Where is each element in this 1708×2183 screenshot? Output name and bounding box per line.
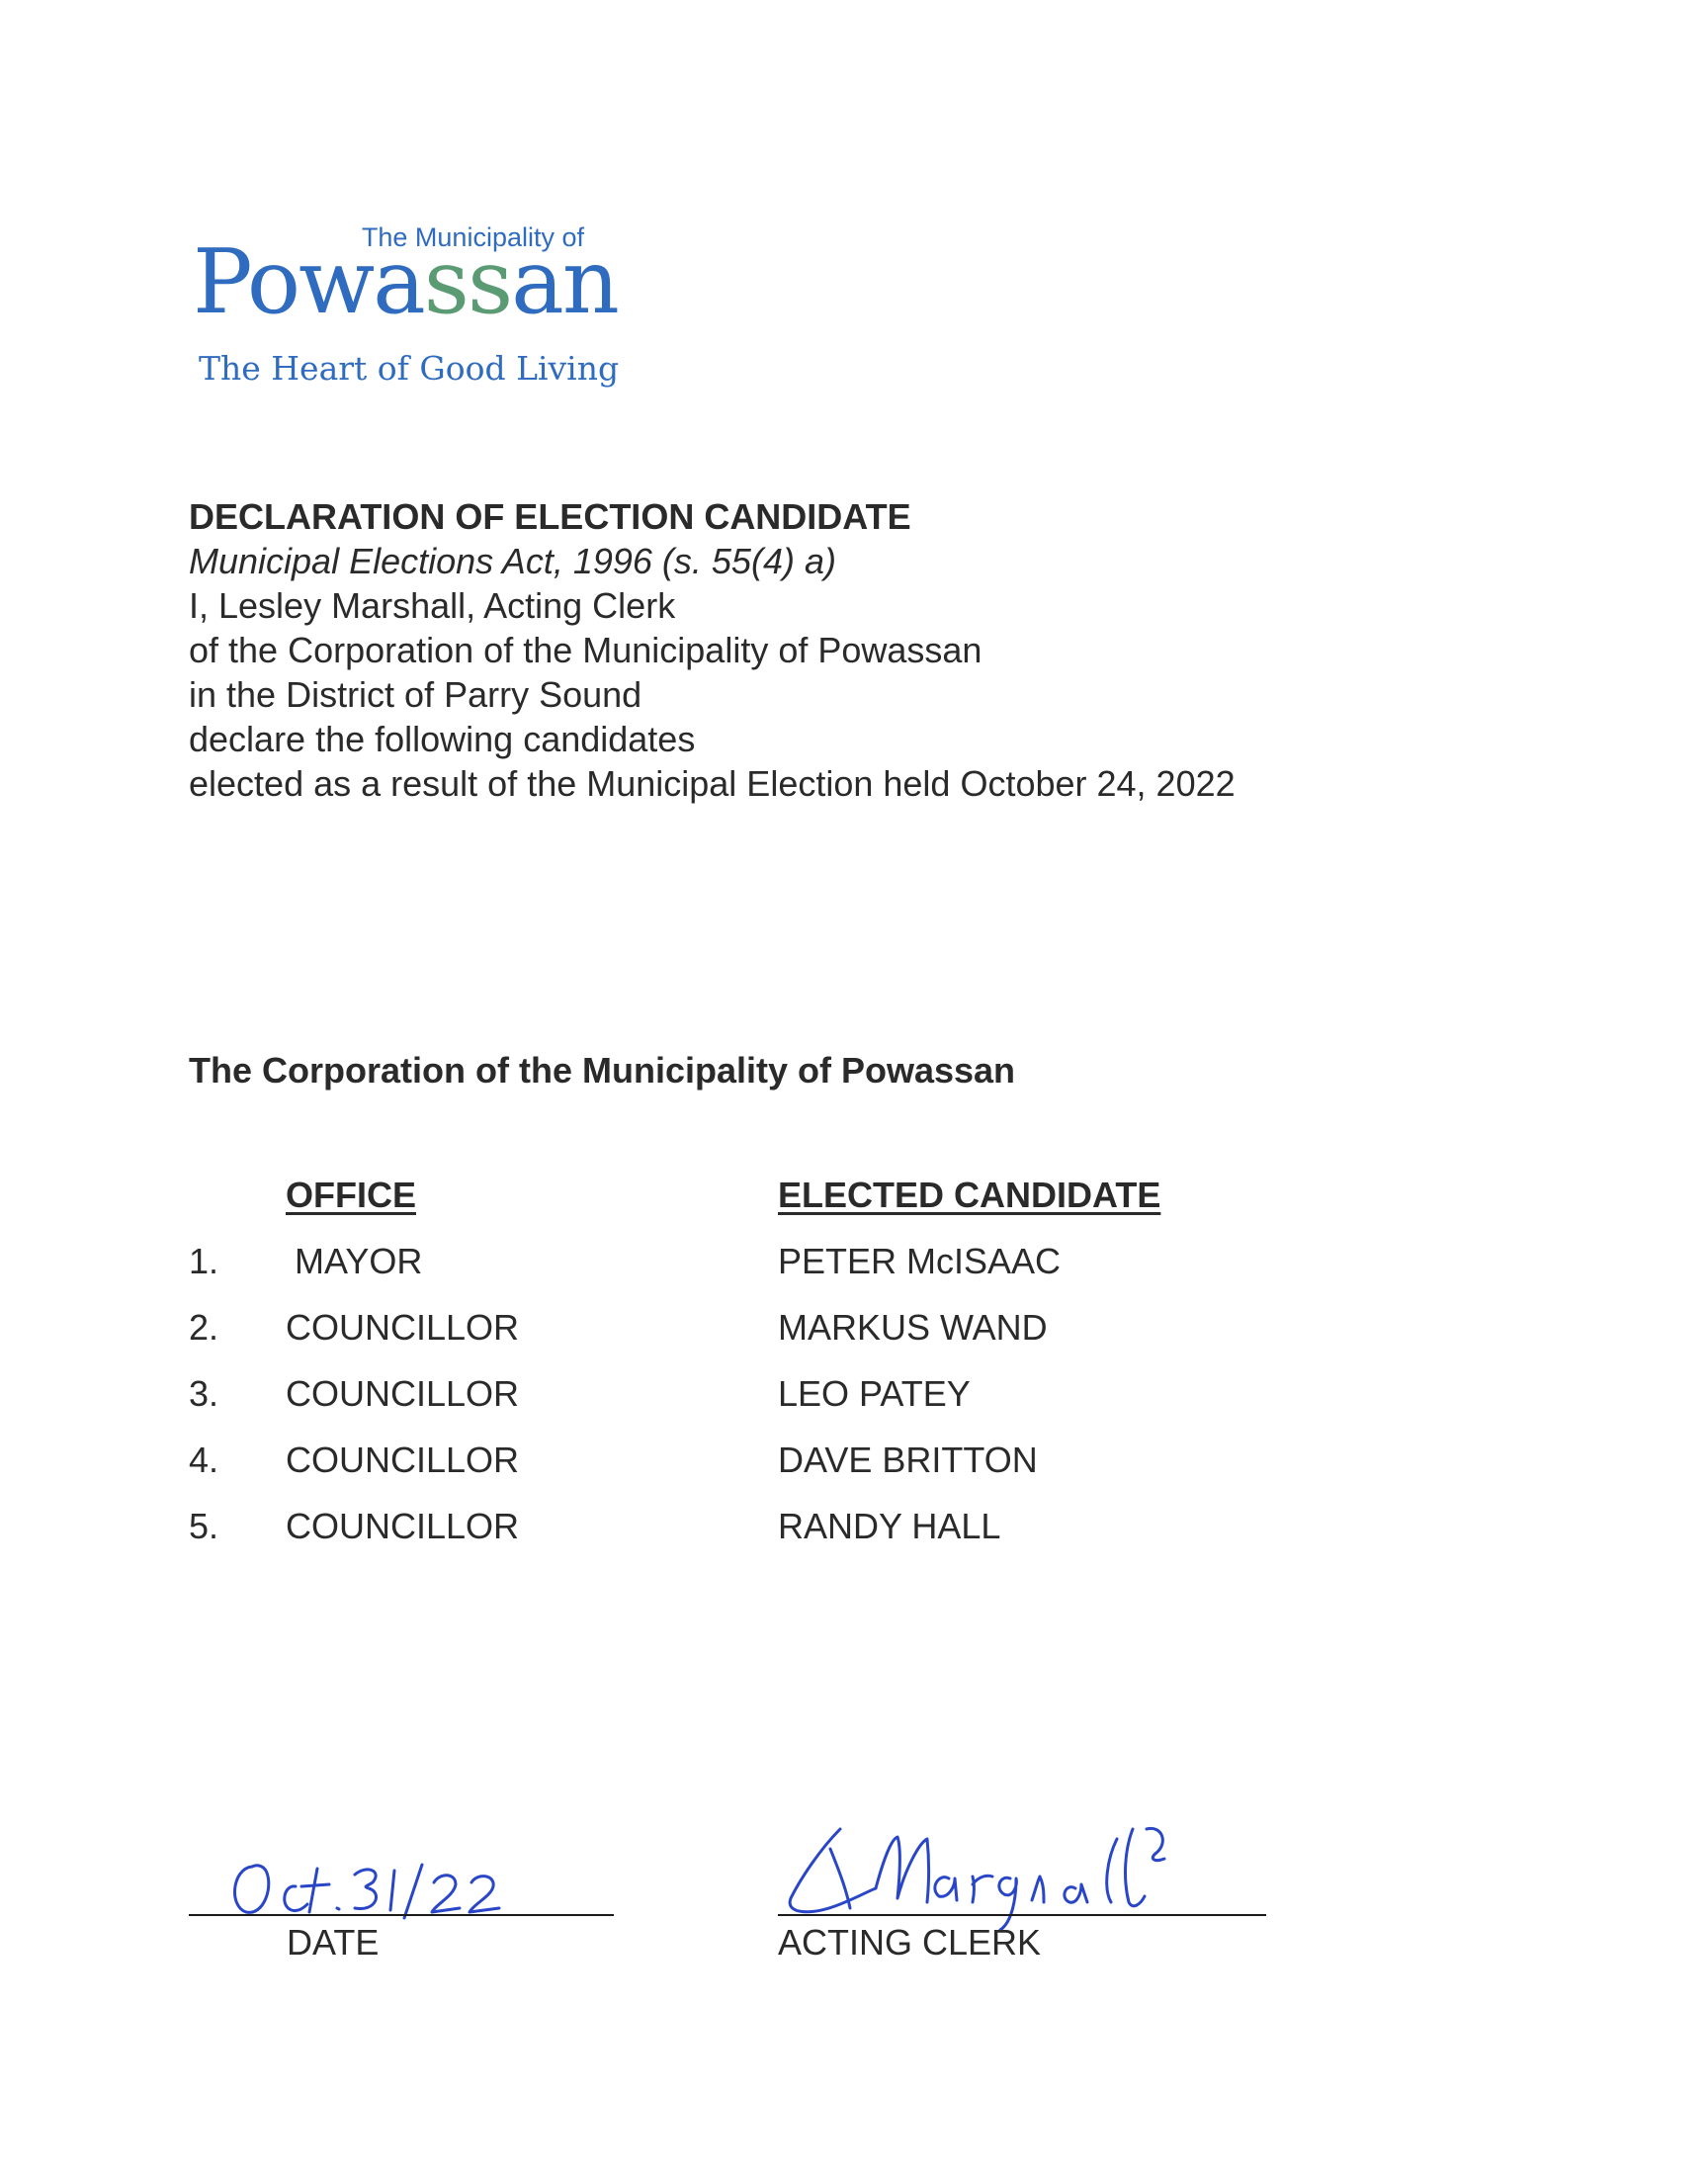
row-office: COUNCILLOR [286,1506,520,1546]
row-number: 5. [189,1506,219,1546]
row-candidate: RANDY HALL [778,1506,1001,1546]
row-office: COUNCILLOR [286,1373,520,1414]
date-signature-line [189,1914,614,1916]
row-number: 4. [189,1440,219,1480]
logo-municipality-of: The Municipality of [361,222,584,252]
row-office: COUNCILLOR [286,1440,520,1480]
acting-clerk-label: ACTING CLERK [778,1922,1042,1963]
declaration-line: declare the following candidates [189,719,696,759]
logo-tagline: The Heart of Good Living [199,349,620,388]
declaration-line: in the District of Parry Sound [189,674,642,715]
municipality-logo [193,222,620,410]
declaration-act: Municipal Elections Act, 1996 (s. 55(4) a) [189,541,836,581]
corporation-heading: The Corporation of the Municipality of Powassan [189,1050,1016,1091]
clerk-signature-line [778,1914,1266,1916]
date-label: DATE [287,1922,380,1963]
declaration-block [189,494,1474,806]
declaration-title: DECLARATION OF ELECTION CANDIDATE [189,496,911,537]
row-office: MAYOR [295,1241,423,1281]
candidate-column-header: ELECTED CANDIDATE [778,1175,1161,1215]
row-number: 1. [189,1241,219,1281]
logo-word-part1: Powa [193,230,424,334]
row-office: COUNCILLOR [286,1307,520,1348]
logo-heart-letters: ss [423,230,512,334]
row-candidate: PETER McISAAC [778,1241,1062,1281]
declaration-line: I, Lesley Marshall, Acting Clerk [189,585,676,626]
office-column-header: OFFICE [286,1175,416,1215]
logo-word-part3: an [511,230,618,334]
declaration-line: elected as a result of the Municipal Election held October 24, 2022 [189,763,1236,804]
declaration-line: of the Corporation of the Municipality of Powassan [189,630,982,670]
row-number: 2. [189,1307,219,1348]
row-candidate: DAVE BRITTON [778,1440,1038,1480]
row-number: 3. [189,1373,219,1414]
row-candidate: MARKUS WAND [778,1307,1048,1348]
clerk-signature-handwriting [781,1819,1216,1938]
row-candidate: LEO PATEY [778,1373,971,1414]
